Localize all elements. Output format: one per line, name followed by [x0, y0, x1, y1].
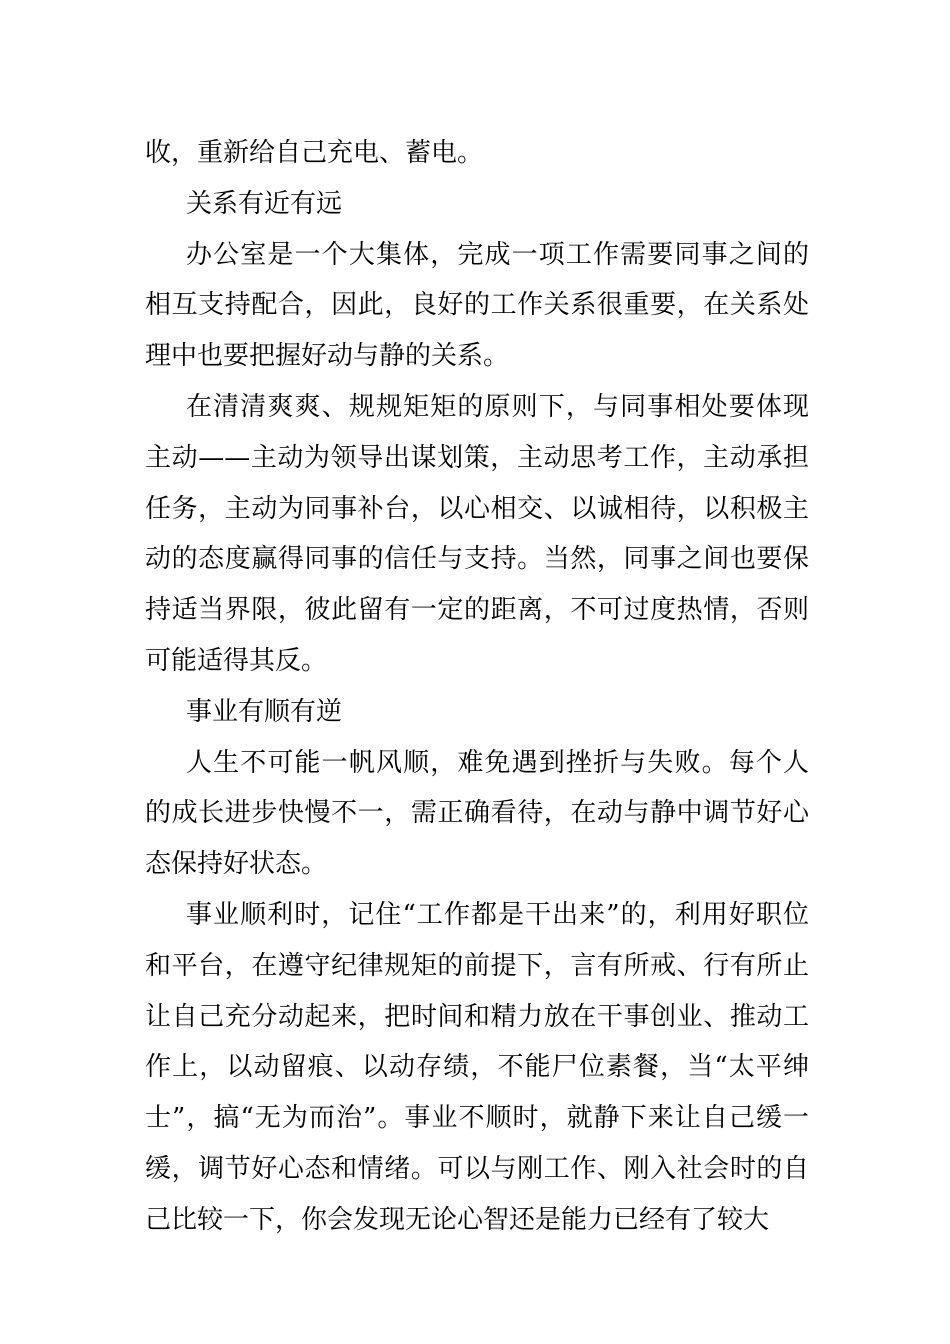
section-heading-career: 事业有顺有逆 — [186, 696, 343, 727]
paragraph-colleague-relations: 在清清爽爽、规规矩矩的原则下，与同事相处要体现主动——主动为领导出谋划策，主动思考工作，主动承担任务，主动为同事补台，以心相交、以诚相待，以积极主动的态度赢得同事的信任与支持。当然，同事之间也要保持适当界限，彼此留有一定的距离，不可过度热情，否则可能适得其反。 — [145, 391, 809, 676]
section-heading-relationships: 关系有近有远 — [186, 188, 343, 219]
paragraph-office-collective: 办公室是一个大集体，完成一项工作需要同事之间的相互支持配合，因此，良好的工作关系很重要，在关系处理中也要把握好动与静的关系。 — [145, 239, 809, 372]
document-body — [145, 128, 809, 1246]
paragraph-life-setbacks: 人生不可能一帆风顺，难免遇到挫折与失败。每个人的成长进步快慢不一，需正确看待，在动与静中调节好心态保持好状态。 — [145, 747, 809, 880]
paragraph-career-success: 事业顺利时，记住“工作都是干出来”的，利用好职位和平台，在遵守纪律规矩的前提下，言有所戒、行有所止让自己充分动起来，把时间和精力放在干事创业、推动工作上，以动留痕、以动存绩，不能尸位素餐，当“太平绅士”，搞“无为而治”。事业不顺时，就静下来让自己缓一缓，调节好心态和情绪。可以与刚工作、刚入社会时的自己比较一下，你会发现无论心智还是能力已经有了较大 — [145, 899, 809, 1235]
paragraph-continuation: 收，重新给自己充电、蓄电。 — [145, 138, 484, 168]
